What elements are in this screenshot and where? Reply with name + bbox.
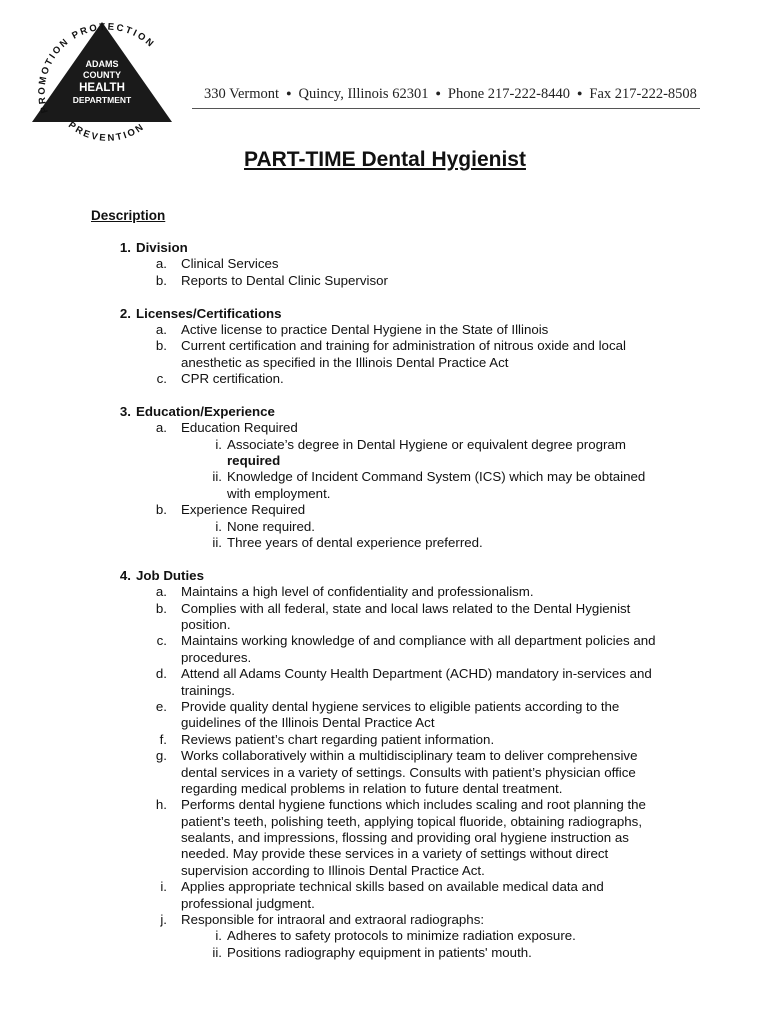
list-item bbox=[0, 256, 770, 272]
list-item bbox=[0, 748, 770, 764]
item-text: Provide quality dental hygiene services to eligible patients according to the bbox=[181, 698, 620, 714]
item-text: Clinical Services bbox=[181, 256, 279, 272]
item-text: Reviews patient’s chart regarding patient information. bbox=[181, 731, 495, 747]
item-marker: j. bbox=[160, 912, 167, 928]
item-marker: a. bbox=[155, 584, 167, 600]
item-text: Responsible for intraoral and extraoral radiographs: bbox=[181, 912, 485, 928]
item-marker: b. bbox=[155, 338, 167, 354]
sub-list-item bbox=[0, 469, 770, 485]
section-number: 2. bbox=[119, 305, 131, 321]
item-marker: c. bbox=[156, 633, 167, 649]
item-text: Three years of dental experience preferred. bbox=[227, 535, 483, 551]
item-marker: i. bbox=[215, 928, 222, 944]
item-text: Knowledge of Incident Command System (ICS) which may be obtained bbox=[227, 469, 646, 485]
item-text: Complies with all federal, state and local laws related to the Dental Hygienist bbox=[181, 600, 631, 616]
item-text: supervision according to Illinois Dental Practice Act. bbox=[181, 862, 485, 878]
phone-number: Phone 217-222-8440 bbox=[447, 86, 570, 102]
list-item bbox=[0, 879, 770, 895]
sub-list-item-continuation bbox=[0, 486, 770, 502]
list-item bbox=[0, 912, 770, 928]
item-marker: i. bbox=[215, 436, 222, 452]
item-text: Attend all Adams County Health Department (ACHD) mandatory in-services and bbox=[181, 666, 652, 682]
sub-list-item bbox=[0, 437, 770, 453]
section-number: 3. bbox=[119, 403, 131, 419]
list-item bbox=[0, 797, 770, 813]
logo-ring-bottom-text: PREVENTION bbox=[66, 119, 148, 145]
list-item-continuation bbox=[0, 781, 770, 797]
list-item bbox=[0, 420, 770, 436]
item-marker: f. bbox=[159, 731, 167, 747]
item-text: regarding medical problems in relation to future dental treatment. bbox=[181, 780, 563, 796]
item-text: anesthetic as specified in the Illinois Dental Practice Act bbox=[181, 354, 509, 370]
item-marker: a. bbox=[155, 256, 167, 272]
page-title: PART-TIME Dental Hygienist bbox=[244, 148, 526, 171]
list-item-continuation bbox=[0, 830, 770, 846]
item-text: None required. bbox=[227, 518, 315, 534]
separator-dot-icon: ● bbox=[576, 88, 583, 98]
item-text: trainings. bbox=[181, 682, 235, 698]
item-text: dental services in a variety of settings. Consults with patient’s physician office bbox=[181, 764, 636, 780]
svg-text:PREVENTION bbox=[66, 120, 147, 144]
item-marker: d. bbox=[155, 666, 167, 682]
description-heading: Description bbox=[91, 208, 166, 223]
list-item-continuation bbox=[0, 355, 770, 371]
section-title: Division bbox=[136, 240, 188, 255]
section-title: Education/Experience bbox=[136, 403, 275, 419]
item-text: Works collaboratively within a multidisciplinary team to deliver comprehensive bbox=[181, 748, 638, 764]
item-marker: e. bbox=[155, 698, 167, 714]
item-text: Performs dental hygiene functions which includes scaling and root planning the bbox=[181, 797, 646, 813]
list-item bbox=[0, 633, 770, 649]
street-address: 330 Vermont bbox=[204, 86, 280, 102]
item-marker: b. bbox=[155, 600, 167, 616]
list-item bbox=[0, 273, 770, 289]
section-heading bbox=[0, 306, 770, 322]
contact-address-line bbox=[204, 86, 697, 103]
item-text: Applies appropriate technical skills based on available medical data and bbox=[181, 879, 604, 895]
logo-graphic bbox=[30, 14, 180, 152]
item-text: Adheres to safety protocols to minimize radiation exposure. bbox=[227, 928, 576, 944]
item-marker: a. bbox=[155, 321, 167, 337]
fax-number: Fax 217-222-8508 bbox=[589, 86, 697, 102]
item-text: Current certification and training for administration of nitrous oxide and local bbox=[181, 338, 626, 354]
item-text: Maintains working knowledge of and compliance with all department policies and bbox=[181, 633, 656, 649]
item-text: Active license to practice Dental Hygiene in the State of Illinois bbox=[181, 321, 549, 337]
logo-name-line-2: COUNTY bbox=[83, 70, 121, 80]
item-marker: b. bbox=[155, 502, 167, 518]
item-text: sealants, and impressions, flossing and providing oral hygiene instruction as bbox=[181, 830, 629, 846]
item-text: needed. May provide these services in a variety of settings without direct bbox=[181, 846, 609, 862]
list-item-continuation bbox=[0, 814, 770, 830]
item-text: position. bbox=[181, 616, 231, 632]
item-text: Associate’s degree in Dental Hygiene or equivalent degree program bbox=[227, 436, 626, 452]
list-item-continuation bbox=[0, 715, 770, 731]
logo-ring-top-text: PROMOTION PROTECTION bbox=[36, 21, 158, 115]
item-text: Reports to Dental Clinic Supervisor bbox=[181, 272, 388, 288]
item-marker: g. bbox=[155, 748, 167, 764]
sub-list-item bbox=[0, 519, 770, 535]
item-text: with employment. bbox=[227, 485, 331, 501]
list-item bbox=[0, 601, 770, 617]
list-item-continuation bbox=[0, 846, 770, 862]
item-marker: ii. bbox=[212, 469, 222, 485]
section-heading bbox=[0, 404, 770, 420]
separator-dot-icon: ● bbox=[286, 88, 292, 98]
item-text: procedures. bbox=[181, 649, 252, 665]
sub-list-item-continuation bbox=[0, 453, 770, 469]
list-item bbox=[0, 699, 770, 715]
section-number: 4. bbox=[119, 567, 131, 583]
logo-name-line-3: HEALTH bbox=[79, 82, 125, 94]
item-text: Experience Required bbox=[181, 502, 306, 518]
item-marker: a. bbox=[155, 420, 167, 436]
item-marker: i. bbox=[160, 879, 167, 895]
logo-name-line-4: DEPARTMENT bbox=[72, 95, 132, 105]
item-text: guidelines of the Illinois Dental Practice Act bbox=[181, 715, 435, 731]
section-title: Job Duties bbox=[136, 567, 204, 583]
list-item-continuation bbox=[0, 650, 770, 666]
list-item bbox=[0, 502, 770, 518]
section-heading bbox=[0, 240, 770, 256]
item-marker: c. bbox=[156, 371, 167, 387]
item-text: professional judgment. bbox=[181, 895, 315, 911]
logo-name-line-1: ADAMS bbox=[85, 59, 119, 69]
item-marker: i. bbox=[215, 518, 222, 534]
list-item-continuation bbox=[0, 683, 770, 699]
item-marker: b. bbox=[155, 272, 167, 288]
job-description-body bbox=[0, 240, 770, 961]
item-text: Maintains a high level of confidentiality and professionalism. bbox=[181, 584, 534, 600]
separator-dot-icon: ● bbox=[435, 88, 441, 98]
list-item bbox=[0, 322, 770, 338]
list-item bbox=[0, 371, 770, 387]
section-number: 1. bbox=[119, 240, 131, 255]
list-item bbox=[0, 338, 770, 354]
item-text: CPR certification. bbox=[181, 371, 284, 387]
sub-list-item bbox=[0, 928, 770, 944]
item-text: Positions radiography equipment in patients' mouth. bbox=[227, 944, 532, 960]
item-marker: ii. bbox=[212, 944, 222, 960]
section-heading bbox=[0, 568, 770, 584]
list-item bbox=[0, 666, 770, 682]
health-department-logo bbox=[30, 14, 180, 152]
list-item-continuation bbox=[0, 896, 770, 912]
item-text: patient’s teeth, polishing teeth, applying topical fluoride, obtaining radiographs, bbox=[181, 813, 643, 829]
section-title: Licenses/Certifications bbox=[136, 305, 282, 321]
item-text: required bbox=[227, 453, 281, 469]
list-item bbox=[0, 584, 770, 600]
sub-list-item bbox=[0, 945, 770, 961]
sub-list-item bbox=[0, 535, 770, 551]
item-text: Education Required bbox=[181, 420, 298, 436]
item-marker: h. bbox=[155, 797, 167, 813]
list-item-continuation bbox=[0, 617, 770, 633]
list-item-continuation bbox=[0, 863, 770, 879]
letterhead-divider bbox=[192, 108, 700, 109]
city-address: Quincy, Illinois 62301 bbox=[298, 86, 429, 102]
item-marker: ii. bbox=[212, 535, 222, 551]
list-item-continuation bbox=[0, 765, 770, 781]
list-item bbox=[0, 732, 770, 748]
